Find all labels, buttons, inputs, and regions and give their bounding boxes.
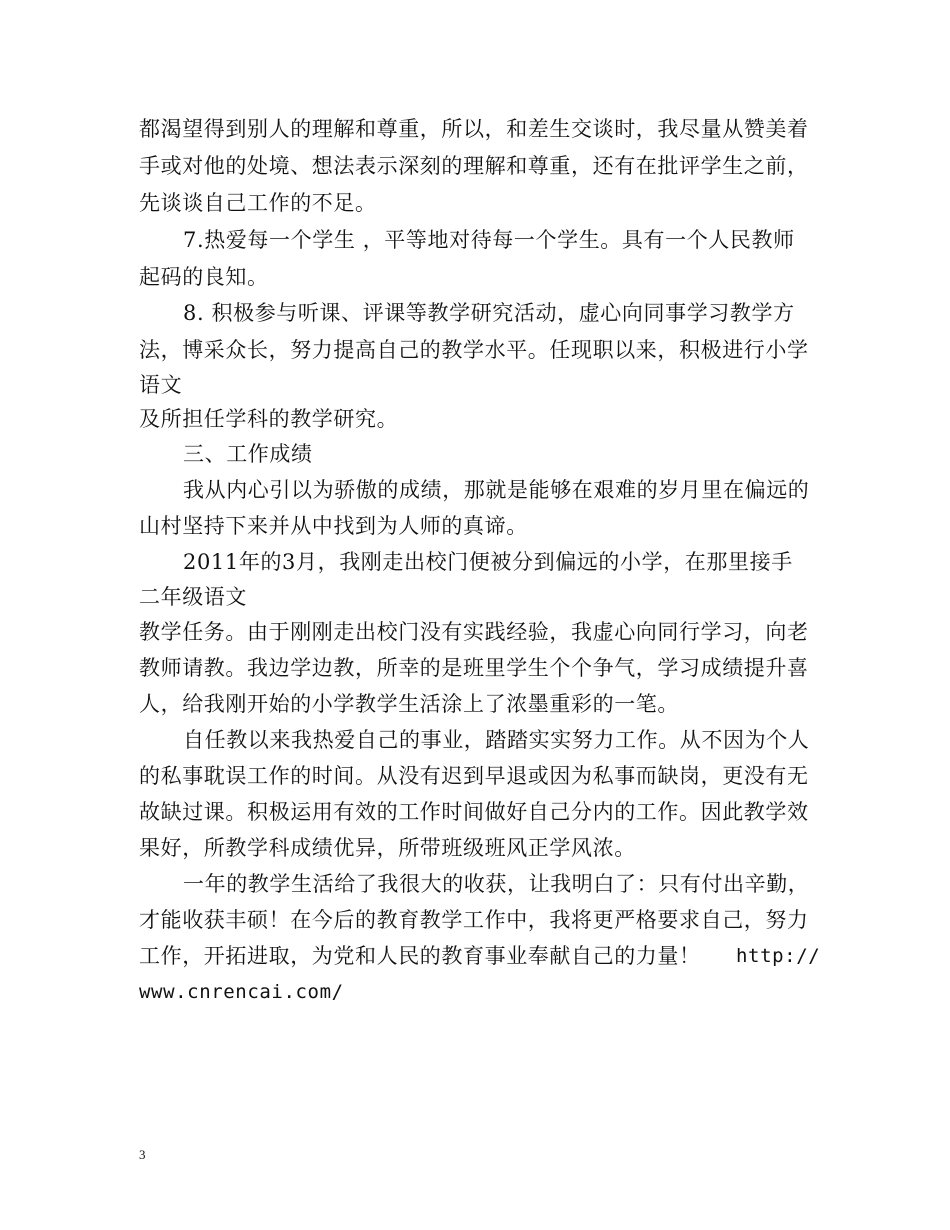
text-line: 手或对他的处境、想法表示深刻的理解和尊重，还有在批评学生之前，: [139, 154, 809, 178]
text-line: 法，博采众长，努力提高自己的教学水平。任现职以来，积极进行小学: [139, 338, 809, 362]
text-line: 工作，开拓进取，为党和人民的教育事业奉献自己的力量！: [139, 944, 701, 968]
text-line: 7.热爱每一个学生 ，平等地对待每一个学生。具有一个人民教师: [183, 228, 795, 252]
url-line: www.cnrencai.com/: [139, 981, 344, 1003]
text-line: 自任教以来我热爱自己的事业，踏踏实实努力工作。从不因为个人: [183, 728, 810, 752]
text-line: 的私事耽误工作的时间。从没有迟到早退或因为私事而缺岗，更没有无: [139, 764, 809, 788]
text-line: 语文: [139, 373, 183, 397]
text-line: 故缺过课。积极运用有效的工作时间做好自己分内的工作。因此教学效: [139, 800, 809, 824]
text-line: 及所担任学科的教学研究。: [139, 407, 399, 431]
text-line: 起码的良知。: [139, 265, 269, 289]
page-number: 3: [139, 1147, 146, 1162]
section-heading: 三、工作成绩: [183, 442, 313, 466]
text-line: 一年的教学生活给了我很大的收获，让我明白了：只有付出辛勤，: [183, 872, 810, 896]
text-line: 我从内心引以为骄傲的成绩，那就是能够在艰难的岁月里在偏远的: [183, 478, 810, 502]
text-line: 8. 积极参与听课、评课等教学研究活动，虚心向同事学习教学方: [183, 301, 795, 325]
text-line: 都渴望得到别人的理解和尊重，所以，和差生交谈时，我尽量从赞美着: [139, 117, 809, 141]
text-line: 才能收获丰硕！在今后的教育教学工作中，我将更严格要求自己，努力: [139, 908, 809, 932]
text-line: 二年级语文: [139, 585, 247, 609]
text-line: 果好，所教学科成绩优异，所带班级班风正学风浓。: [139, 836, 636, 860]
text-line: 山村坚持下来并从中找到为人师的真谛。: [139, 514, 528, 538]
text-line: 人，给我刚开始的小学教学生活涂上了浓墨重彩的一笔。: [139, 692, 679, 716]
text-line: 先谈谈自己工作的不足。: [139, 191, 377, 215]
text-line: 教学任务。由于刚刚走出校门没有实践经验，我虚心向同行学习，向老: [139, 620, 809, 644]
text-line: 2011年的3月，我刚走出校门便被分到偏远的小学，在那里接手: [183, 550, 793, 574]
url-fragment: http://: [736, 945, 821, 967]
text-line: 教师请教。我边学边教，所幸的是班里学生个个争气，学习成绩提升喜: [139, 656, 809, 680]
